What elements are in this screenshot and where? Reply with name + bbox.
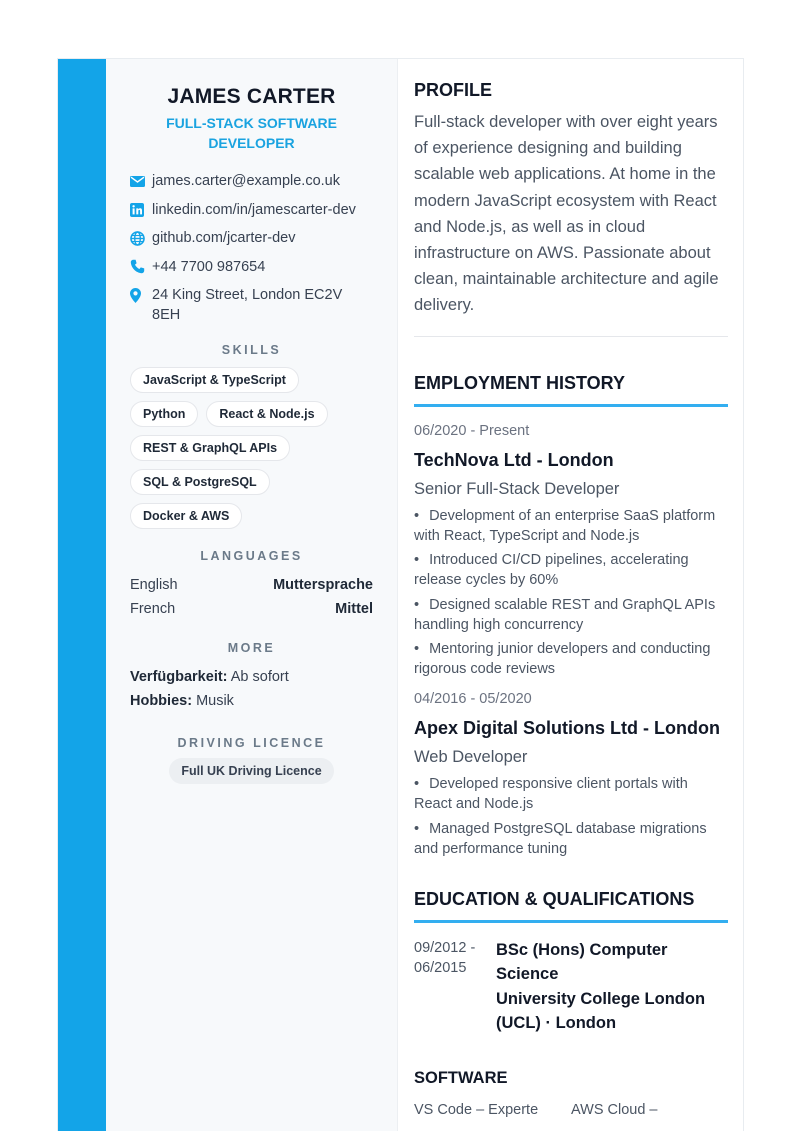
globe-icon	[130, 228, 152, 248]
phone-icon	[130, 257, 152, 277]
contact-linkedin-text: linkedin.com/in/jamescarter-dev	[152, 201, 356, 218]
skill-chip: Python	[130, 401, 198, 427]
job-company: TechNova Ltd - London	[414, 449, 614, 470]
linkedin-icon	[130, 200, 152, 220]
more-list	[130, 665, 373, 713]
language-name: English	[130, 577, 178, 593]
job-role: Web Developer	[414, 748, 528, 767]
profile-text: Full-stack developer with over eight years of experience designing and building scalable web applications. At home in the modern JavaScript ecosystem with React and Node.js, as well as in cloud infrastructure on AWS. Passionate about clean, maintainable architecture and agile delivery.	[414, 113, 719, 315]
bullet-item: • Mentoring junior developers and conducting rigorous code reviews	[414, 641, 711, 678]
education-info	[496, 938, 728, 1036]
envelope-icon	[130, 171, 152, 191]
job-company: Apex Digital Solutions Ltd - London	[414, 718, 720, 739]
contact-address	[130, 285, 373, 325]
licence-label: DRIVING LICENCE	[177, 736, 326, 750]
contact-address-text: 24 King Street, London EC2V 8EH	[152, 287, 343, 323]
main-column	[414, 59, 728, 1118]
skill-chip: JavaScript & TypeScript	[130, 367, 299, 393]
language-level: Muttersprache	[273, 577, 373, 593]
bullet-item: • Designed scalable REST and GraphQL APIs handling high concurrency	[414, 596, 716, 633]
job-dates: 06/2020 - Present	[414, 422, 530, 439]
person-title: FULL-STACK SOFTWARE DEVELOPER	[166, 115, 337, 151]
licence-wrap	[130, 758, 373, 784]
software-list	[414, 1102, 728, 1118]
more-label: MORE	[227, 641, 276, 655]
skill-chip: REST & GraphQL APIs	[130, 435, 290, 461]
languages-list	[130, 573, 373, 621]
language-name: French	[130, 601, 176, 617]
education-school: University College London (UCL) · London	[496, 989, 706, 1033]
contact-github[interactable]	[130, 228, 373, 248]
skills-label: SKILLS	[221, 343, 282, 357]
more-key: Hobbies:	[130, 693, 193, 709]
education-entry	[414, 938, 728, 1036]
skill-chip: React & Node.js	[206, 401, 327, 427]
employment-heading: EMPLOYMENT HISTORY	[414, 373, 728, 407]
bullet-item: • Introduced CI/CD pipelines, accelerating release cycles by 60%	[414, 552, 689, 589]
bullet-item: • Development of an enterprise SaaS platform with React, TypeScript and Node.js	[414, 507, 716, 544]
bullet-item: • Developed responsive client portals with React and Node.js	[414, 776, 688, 813]
licence-badge: Full UK Driving Licence	[169, 758, 333, 784]
contact-linkedin[interactable]	[130, 200, 373, 220]
education-heading: EDUCATION & QUALIFICATIONS	[414, 889, 728, 923]
accent-bar	[58, 59, 106, 1131]
job-bullets	[414, 774, 728, 859]
education-degree: BSc (Hons) Computer Science	[496, 940, 668, 984]
language-row	[130, 573, 373, 597]
software-item: VS Code – Experte	[414, 1101, 539, 1118]
person-name: JAMES CARTER	[167, 85, 336, 108]
more-value: Musik	[196, 693, 234, 709]
contact-phone-text: +44 7700 987654	[152, 258, 266, 275]
job-dates: 04/2016 - 05/2020	[414, 691, 532, 708]
sidebar	[106, 59, 398, 1131]
contact-email[interactable]	[130, 171, 373, 191]
contact-github-text: github.com/jcarter-dev	[152, 230, 296, 246]
skill-chip: SQL & PostgreSQL	[130, 469, 270, 495]
software-item: AWS Cloud –	[571, 1101, 658, 1118]
profile-heading: PROFILE	[414, 80, 493, 100]
job-bullets	[414, 506, 728, 680]
language-level: Mittel	[335, 601, 373, 617]
job-entry	[414, 421, 728, 680]
job-role: Senior Full-Stack Developer	[414, 479, 620, 498]
language-row	[130, 597, 373, 621]
skill-chip: Docker & AWS	[130, 503, 242, 529]
map-pin-icon	[130, 285, 152, 305]
languages-label: LANGUAGES	[200, 549, 303, 563]
more-row-hobbies	[130, 689, 373, 713]
more-key: Verfügbarkeit:	[130, 669, 228, 685]
contact-phone[interactable]	[130, 257, 373, 277]
education-dates: 09/2012 - 06/2015	[414, 939, 476, 976]
contact-email-text: james.carter@example.co.uk	[152, 173, 340, 189]
skills-list	[130, 367, 373, 537]
more-row-availability	[130, 665, 373, 689]
bullet-item: • Managed PostgreSQL database migrations and performance tuning	[414, 820, 707, 857]
more-value: Ab sofort	[230, 669, 289, 685]
divider	[414, 336, 728, 337]
job-entry	[414, 689, 728, 859]
contact-list	[130, 171, 373, 325]
software-heading: SOFTWARE	[414, 1068, 508, 1087]
resume-page	[57, 58, 744, 1131]
